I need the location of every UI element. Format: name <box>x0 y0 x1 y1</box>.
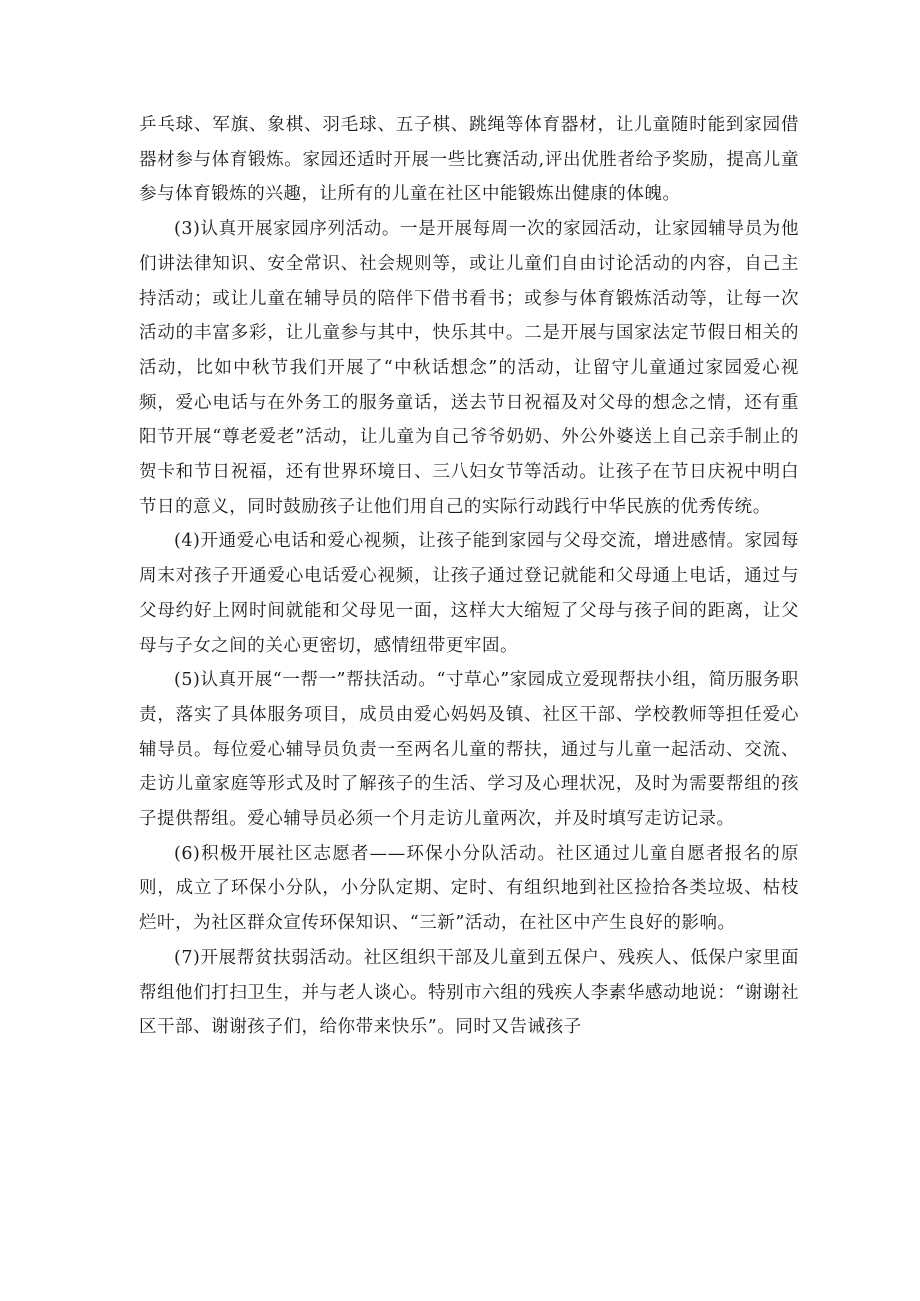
paragraph-sports-equipment: 乒乓球、军旗、象棋、羽毛球、五子棋、跳绳等体育器材，让儿童随时能到家园借器材参与体育锻炼。家园还适时开展一些比赛活动,评出优胜者给予奖励，提高儿童参与体育锻炼的兴趣，让所有的儿童在社区中能锻炼出健康的体魄。 <box>139 115 799 205</box>
document-body <box>139 108 799 1045</box>
paragraph-item-7-help-poor: (7)开展帮贫扶弱活动。社区组织干部及儿童到五保户、残疾人、低保户家里面帮组他们打扫卫生，并与老人谈心。特别市六组的残疾人李素华感动地说：“谢谢社区干部、谢谢孩子们，给你带来快乐”。同时又告诫孩子 <box>139 947 799 1038</box>
paragraph-item-4-love-phone-video: (4)开通爱心电话和爱心视频，让孩子能到家园与父母交流，增进感情。家园每周末对孩子开通爱心电话爱心视频，让孩子通过登记就能和父母通上电话，通过与父母约好上网时间就能和父母见一面，这样大大缩短了父母与孩子间的距离，让父母与子女之间的关心更密切，感情纽带更牢固。 <box>139 531 799 656</box>
paragraph-item-5-one-help-one: (5)认真开展“一帮一”帮扶活动。“寸草心”家园成立爱现帮扶小组，简历服务职责，落实了具体服务项目，成员由爱心妈妈及镇、社区干部、学校教师等担任爱心辅导员。每位爱心辅导员负责一至两名儿童的帮扶，通过与儿童一起活动、交流、走访儿童家庭等形式及时了解孩子的生活、学习及心理状况，及时为需要帮组的孩子提供帮组。爱心辅导员必须一个月走访儿童两次，并及时填写走访记录。 <box>139 670 799 830</box>
paragraph-item-3-family-activities: (3)认真开展家园序列活动。一是开展每周一次的家园活动，让家园辅导员为他们讲法律知识、安全常识、社会规则等，或让儿童们自由讨论活动的内容，自己主持活动；或让儿童在辅导员的陪伴下借书看书；或参与体育锻炼活动等，让每一次活动的丰富多彩，让儿童参与其中，快乐其中。二是开展与国家法定节假日相关的活动，比如中秋节我们开展了“中秋话想念”的活动，让留守儿童通过家园爱心视频，爱心电话与在外务工的服务童话，送去节日祝福及对父母的想念之情，还有重阳节开展“尊老爱老”活动，让儿童为自己爷爷奶奶、外公外婆送上自己亲手制止的贺卡和节日祝福，还有世界环境日、三八妇女节等活动。让孩子在节日庆祝中明白节日的意义，同时鼓励孩子让他们用自己的实际行动践行中华民族的优秀传统。 <box>139 219 799 517</box>
paragraph-item-6-environment-team: (6)积极开展社区志愿者——环保小分队活动。社区通过儿童自愿者报名的原则，成立了环保小分队，小分队定期、定时、有组织地到社区捡拾各类垃圾、枯枝烂叶，为社区群众宣传环保知识、“三新”活动，在社区中产生良好的影响。 <box>139 843 799 934</box>
